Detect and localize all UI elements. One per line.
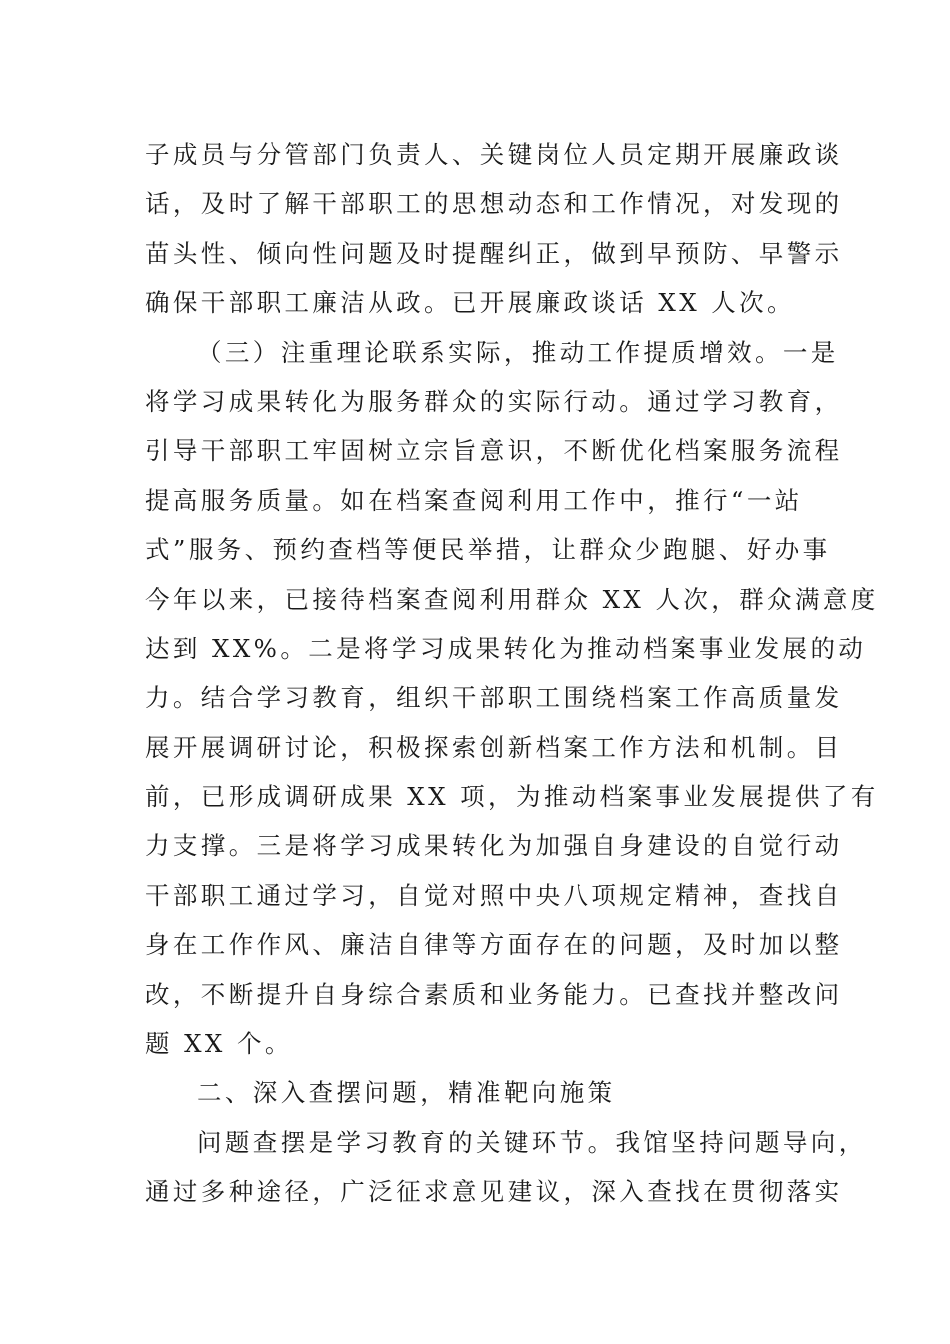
body-line: 干部职工通过学习，自觉对照中央八项规定精神，查找自 (145, 880, 843, 910)
body-line: 身在工作作风、廉洁自律等方面存在的问题，及时加以整 (145, 930, 843, 960)
body-line: 引导干部职工牢固树立宗旨意识，不断优化档案服务流程 (145, 436, 843, 466)
body-line: 力。结合学习教育，组织干部职工围绕档案工作高质量发 (145, 683, 843, 713)
body-line: 题 XX 个。 (145, 1029, 293, 1059)
body-line: 将学习成果转化为服务群众的实际行动。通过学习教育， (145, 386, 843, 416)
body-line: 力支撑。三是将学习成果转化为加强自身建设的自觉行动 (145, 831, 843, 861)
section-three-heading-line: （三）注重理论联系实际，推动工作提质增效。一是 (197, 337, 839, 367)
body-line: 提高服务质量。如在档案查阅利用工作中，推行“一站 (145, 485, 803, 515)
body-line: 问题查摆是学习教育的关键环节。我馆坚持问题导向， (197, 1127, 867, 1157)
body-line: 展开展调研讨论，积极探索创新档案工作方法和机制。目 (145, 732, 843, 762)
body-line: 苗头性、倾向性问题及时提醒纠正，做到早预防、早警示 (145, 238, 843, 268)
body-line: 式”服务、预约查档等便民举措，让群众少跑腿、好办事 (145, 535, 831, 565)
body-line: 通过多种途径，广泛征求意见建议，深入查找在贯彻落实 (145, 1177, 843, 1207)
body-line: 子成员与分管部门负责人、关键岗位人员定期开展廉政谈 (145, 140, 843, 169)
body-line: 达到 XX%。二是将学习成果转化为推动档案事业发展的动 (145, 633, 867, 663)
body-line: 前，已形成调研成果 XX 项，为推动档案事业发展提供了有 (145, 782, 879, 812)
body-line: 今年以来，已接待档案查阅利用群众 XX 人次，群众满意度 (145, 584, 879, 614)
body-line: 话，及时了解干部职工的思想动态和工作情况，对发现的 (145, 189, 843, 219)
body-line: 确保干部职工廉洁从政。已开展廉政谈话 XX 人次。 (145, 288, 795, 318)
document-body (145, 130, 879, 1217)
section-two-heading: 二、深入查摆问题，精准靶向施策 (197, 1078, 616, 1108)
body-line: 改，不断提升自身综合素质和业务能力。已查找并整改问 (145, 979, 843, 1009)
